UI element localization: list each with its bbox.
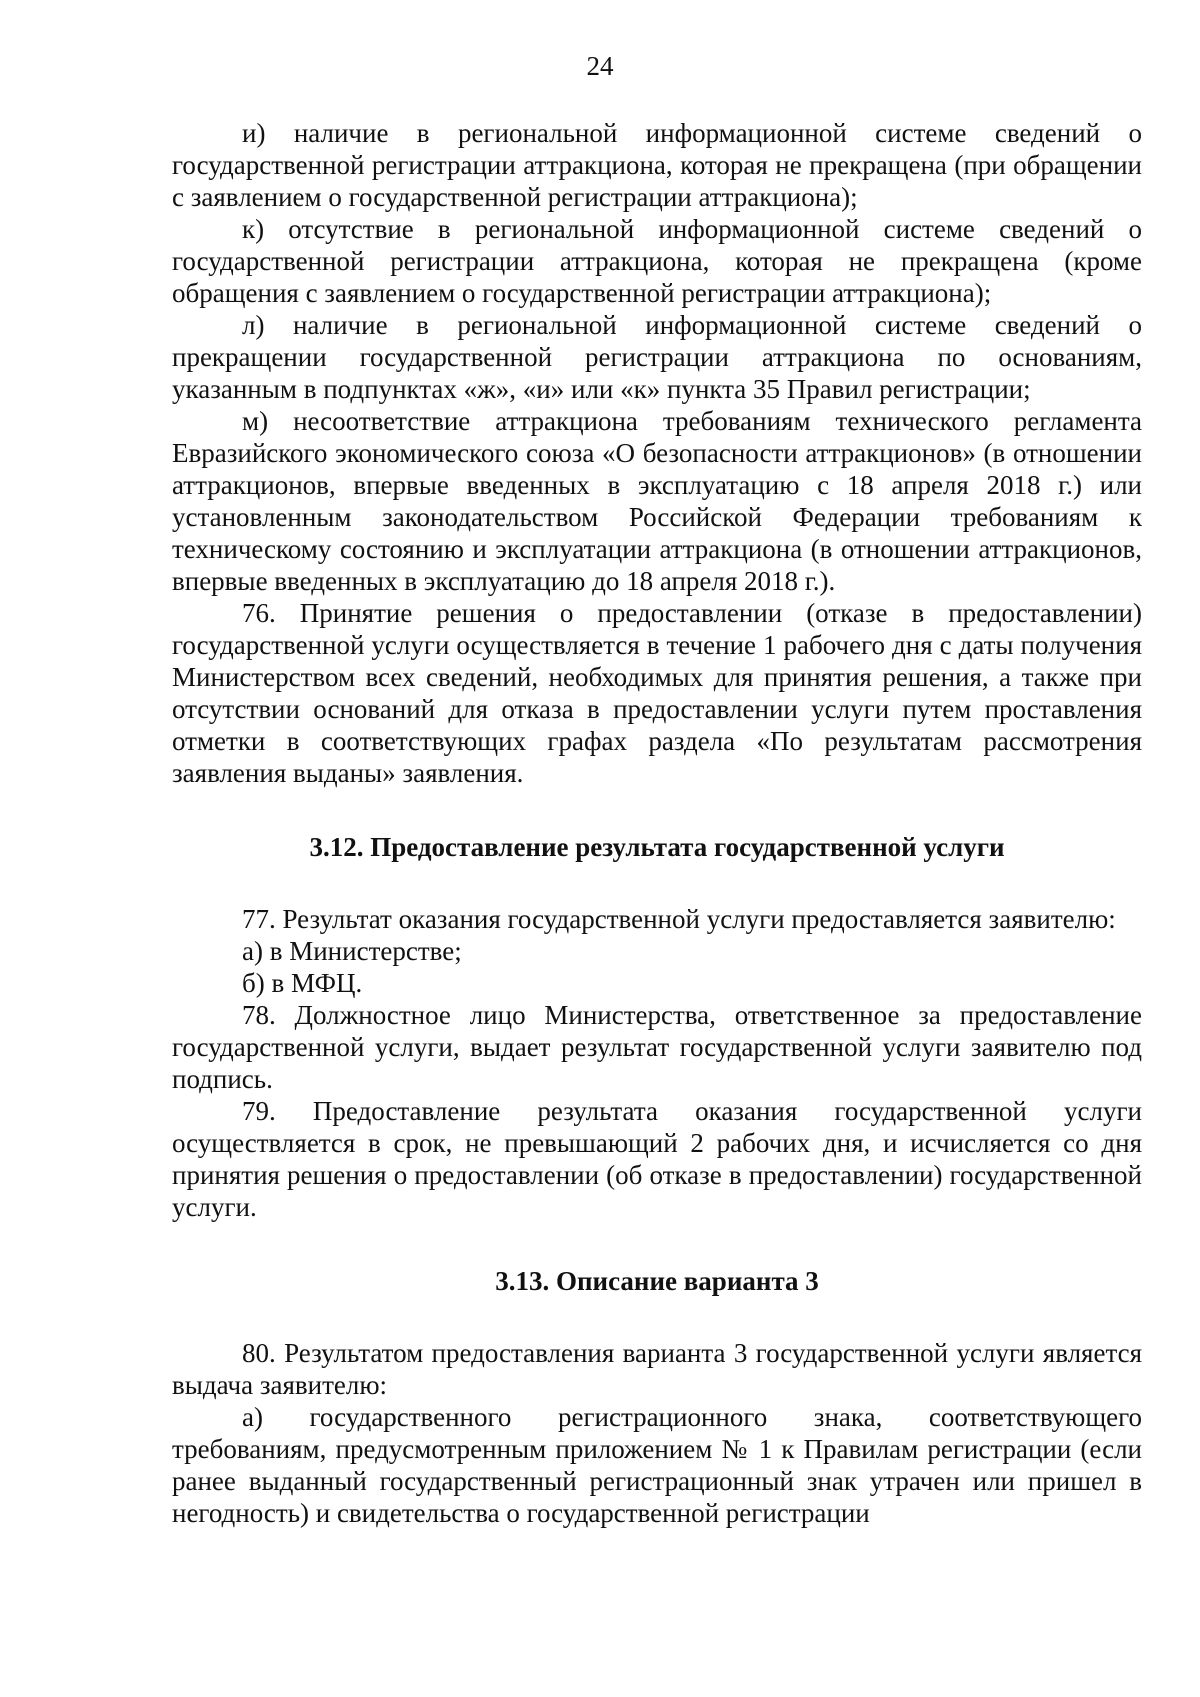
paragraph-item-m: м) несоответствие аттракциона требованиям технического регламента Евразийского экономического союза «О безопасности аттракционов» (в отношении аттракционов, впервые введенных в эксплуатацию с 18 апреля 2018 г.) или установленным законодательством Российской Федерации требованиям к техническому состоянию и эксплуатации аттракциона (в отношении аттракционов, впервые введенных в эксплуатацию до 18 апреля 2018 г.). — [172, 406, 1142, 596]
paragraph-item-k: к) отсутствие в региональной информационной системе сведений о государственной регистрации аттракциона, которая не прекращена (кроме обращения с заявлением о государственной регистрации аттракциона); — [172, 214, 1142, 308]
paragraph-80-a: а) государственного регистрационного знака, соответствующего требованиям, предусмотренным приложением № 1 к Правилам регистрации (если ранее выданный государственный регистрационный знак утрачен или пришел в негодность) и свидетельства о государственной регистрации — [172, 1402, 1142, 1528]
paragraph-77-b: б) в МФЦ. — [242, 968, 363, 998]
paragraph-77-a: а) в Министерстве; — [242, 936, 462, 966]
section-heading-3-12: 3.12. Предоставление результата государственной услуги — [309, 832, 1005, 862]
paragraph-77: 77. Результат оказания государственной услуги предоставляется заявителю: — [242, 904, 1116, 934]
paragraph-76: 76. Принятие решения о предоставлении (отказе в предоставлении) государственной услуги осуществляется в течение 1 рабочего дня с даты получения Министерством всех сведений, необходимых для принятия решения, а также при отсутствии оснований для отказа в предоставлении услуги путем проставления отметки в соответствующих графах раздела «По результатам рассмотрения заявления выданы» заявления. — [172, 598, 1142, 788]
paragraph-78: 78. Должностное лицо Министерства, ответственное за предоставление государственной услуги, выдает результат государственной услуги заявителю под подпись. — [172, 1000, 1142, 1094]
paragraph-79: 79. Предоставление результата оказания государственной услуги осуществляется в срок, не превышающий 2 рабочих дня, и исчисляется со дня принятия решения о предоставлении (об отказе в предоставлении) государственной услуги. — [172, 1096, 1142, 1222]
section-heading-3-13: 3.13. Описание варианта 3 — [495, 1266, 819, 1296]
paragraph-item-i: и) наличие в региональной информационной системе сведений о государственной регистрации аттракциона, которая не прекращена (при обращении с заявлением о государственной регистрации аттракциона); — [172, 118, 1142, 212]
paragraph-80: 80. Результатом предоставления варианта 3 государственной услуги является выдача заявителю: — [172, 1338, 1142, 1400]
document-body — [172, 117, 1142, 1529]
page-number: 24 — [586, 51, 614, 81]
paragraph-item-l: л) наличие в региональной информационной системе сведений о прекращении государственной регистрации аттракциона по основаниям, указанным в подпунктах «ж», «и» или «к» пункта 35 Правил регистрации; — [172, 310, 1142, 404]
